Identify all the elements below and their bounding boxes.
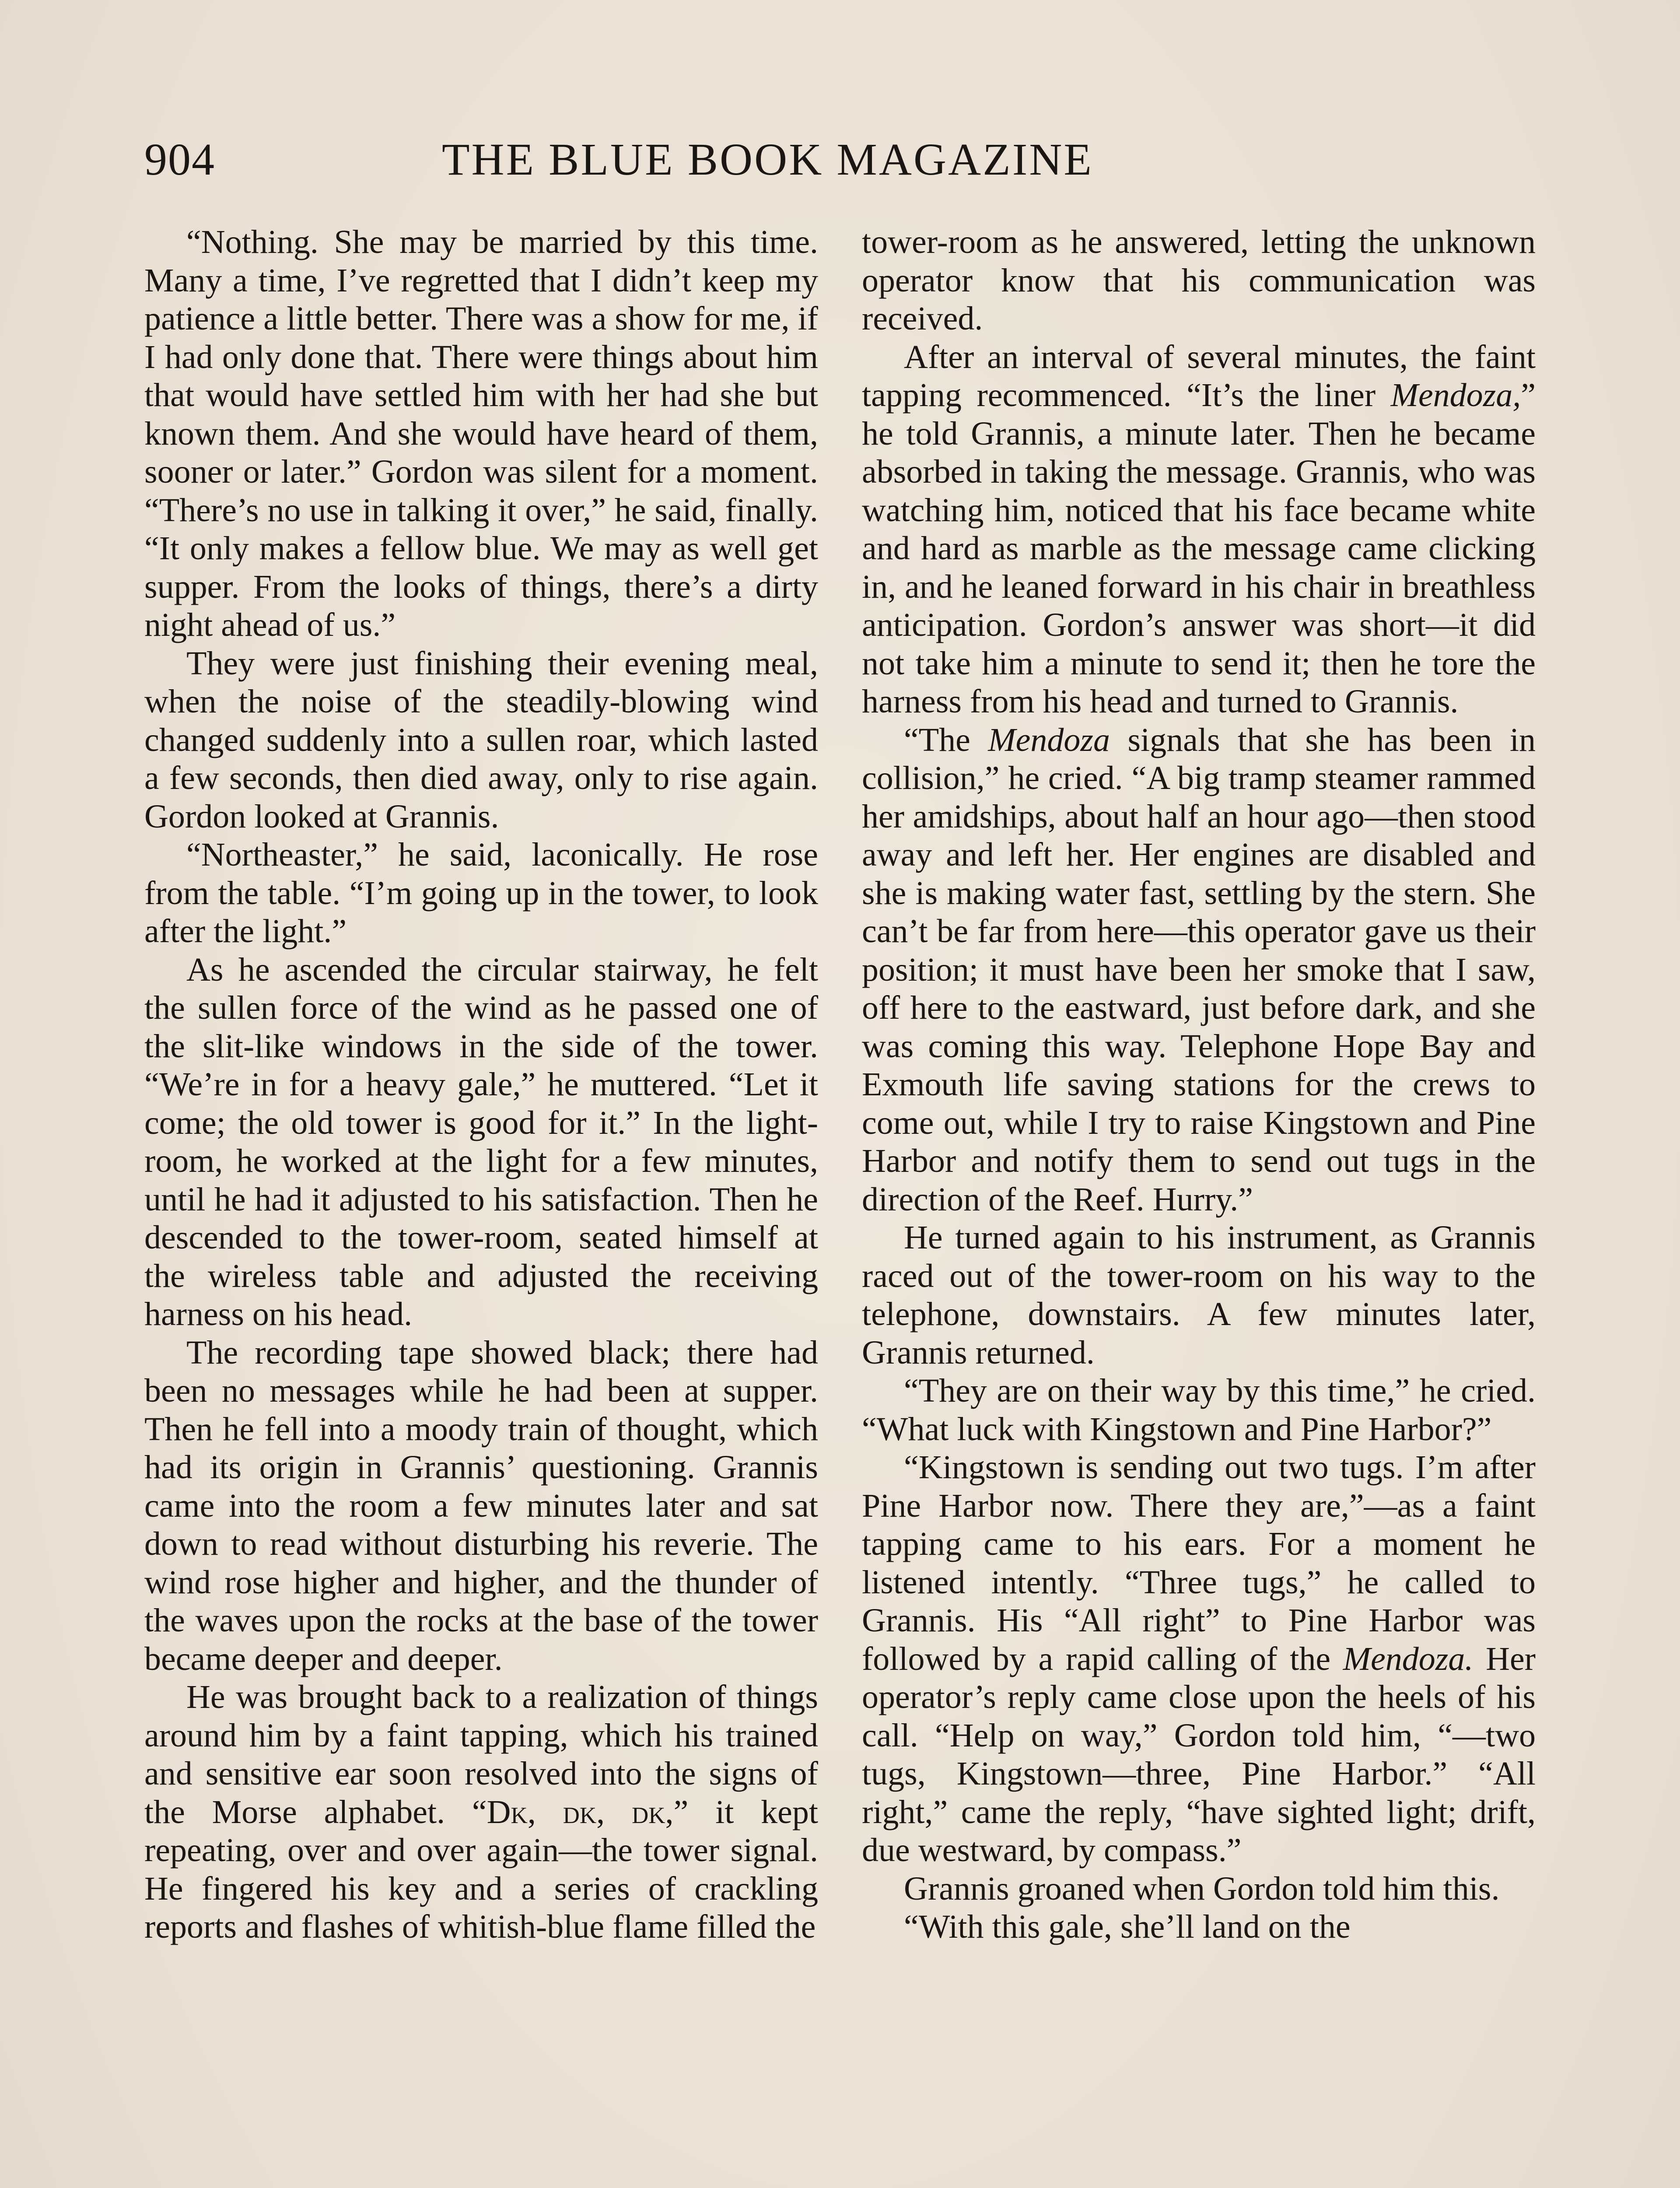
paragraph: “They are on their way by this time,” he cried. “What luck with Kingstown and Pine Harbor?”	[862, 1372, 1536, 1448]
paragraph: He turned again to his instrument, as Grannis raced out of the tower-room on his way to the telephone, downstairs. A few minutes later, Grannis returned.	[862, 1219, 1536, 1371]
paragraph: “Nothing. She may be married by this time. Many a time, I’ve regretted that I didn’t keep my patience a little better. There was a show for me, if I had only done that. There were things about him that would have settled him with her had she but known them. And she would have heard of them, sooner or later.” Gordon was silent for a moment. “There’s no use in talking it over,” he said, finally. “It only makes a fellow blue. We may as well get supper. From the looks of things, there’s a dirty night ahead of us.”	[144, 224, 818, 643]
page-number: 904	[144, 134, 215, 185]
paragraph: As he ascended the circular stairway, he felt the sullen force of the wind as he passed one of the slit-like windows in the side of the tower. “We’re in for a heavy gale,” he muttered. “Let it come; the old tower is good for it.” In the light-room, he worked at the light for a few minutes, until he had it adjusted to his satisfaction. Then he descended to the tower-room, seated himself at the wireless table and adjusted the receiving harness on his head.	[144, 951, 818, 1332]
paragraph	[862, 338, 1536, 721]
paragraph: Grannis groaned when Gordon told him this.	[904, 1870, 1500, 1907]
text-run: ” he told Grannis, a minute later. Then he became absorbed in taking the message. Grannis, who was watching him, noticed that his face became white and hard as marble as the message came clicking in, and he leaned forward in his chair in breathless anticipation. Gordon’s answer was short—it did not take him a minute to send it; then he tore the harness from his head and turned to Grannis.	[862, 377, 1536, 720]
right-column	[862, 223, 1536, 1946]
text-run: “Kingstown is sending out two tugs. I’m after Pine Harbor now. There they are,”—as a faint tapping came to his ears. For a moment he listened intently. “Three tugs,” he called to Grannis. His “All right” to Pine Harbor was followed by a rapid calling of the	[862, 1449, 1536, 1677]
ship-name: Mendoza.	[1343, 1640, 1474, 1677]
paragraph: They were just finishing their evening meal, when the noise of the steadily-blowing wind changed suddenly into a sullen roar, which lasted a few seconds, then died away, only to rise again. Gordon looked at Grannis.	[144, 645, 818, 835]
text-run: ” it kept repeating, over and over again—the tower signal. He fingered his key and a series of crackling reports and flashes of whitish-blue flame filled the	[144, 1793, 819, 1945]
paragraph: tower-room as he answered, letting the unknown operator know that his communication was received.	[862, 224, 1536, 337]
text-run: He was brought back to a realization of things around him by a faint tapping, which his trained and sensitive ear soon resolved into the signs of the Morse alphabet. “	[144, 1679, 818, 1830]
ship-name: Mendoza,	[1390, 377, 1521, 414]
paragraph	[862, 1448, 1536, 1870]
text-run: “The	[904, 721, 988, 758]
magazine-title: THE BLUE BOOK MAGAZINE	[442, 134, 1093, 185]
page-header	[144, 127, 1544, 193]
paragraph	[862, 721, 1536, 1219]
paragraph: The recording tape showed black; there had been no messages while he had been at supper. Then he fell into a moody train of thought, which had its origin in Grannis’ questioning. Grannis came into the room a few minutes later and sat down to read without disturbing his reverie. The wind rose higher and higher, and the thunder of the waves upon the rocks at the base of the tower became deeper and deeper.	[144, 1334, 818, 1677]
ship-name: Mendoza	[988, 721, 1110, 758]
left-column	[144, 223, 818, 1946]
paragraph	[144, 1678, 818, 1946]
tower-signal: Dk, dk, dk,	[486, 1793, 674, 1830]
paragraph: “Northeaster,” he said, laconically. He rose from the table. “I’m going up in the tower, to look after the light.”	[144, 836, 818, 950]
paragraph: “With this gale, she’ll land on the	[904, 1908, 1351, 1945]
text-run: signals that she has been in collision,” he cried. “A big tramp steamer rammed her amidships, about half an hour ago—then stood away and left her. Her engines are disabled and she is making water fast, settling by the stern. She can’t be far from here—this operator gave us their position; it must have been her smoke that I saw, off here to the eastward, just before dark, and she was coming this way. Telephone Hope Bay and Exmouth life saving stations for the crews to come out, while I try to raise Kingstown and Pine Harbor and notify them to send out tugs in the direction of the Reef. Hurry.”	[862, 721, 1536, 1218]
text-run: After an interval of several minutes, the faint tapping recommenced. “It’s the liner	[862, 338, 1536, 414]
text-run: Her operator’s reply came close upon the heels of his call. “Help on way,” Gordon told him, “—two tugs, Kingstown—three, Pine Harbor.” “All right,” came the reply, “have sighted light; drift, due westward, by compass.”	[862, 1640, 1536, 1869]
